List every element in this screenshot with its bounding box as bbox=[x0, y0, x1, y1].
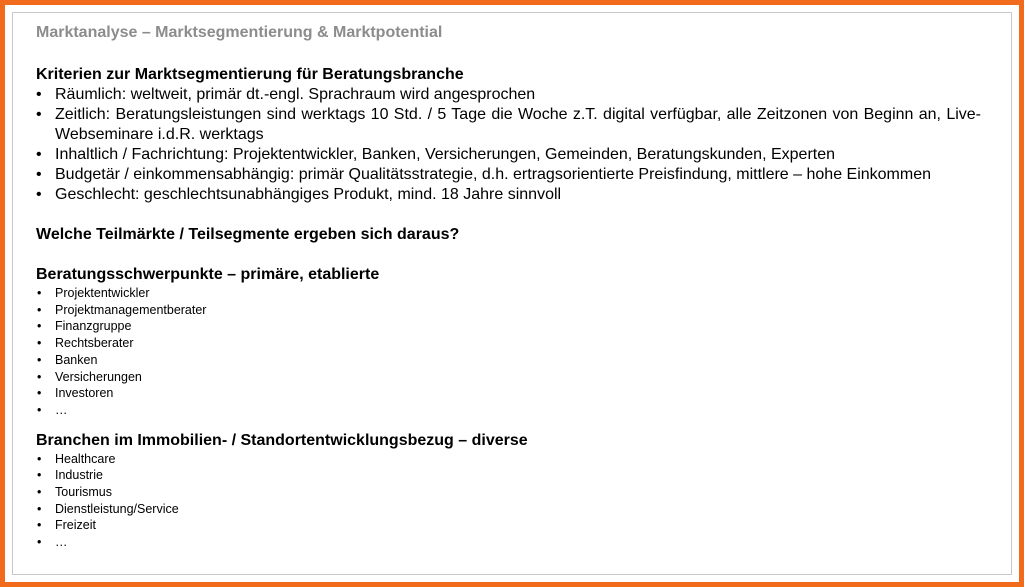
list-item: • … bbox=[36, 534, 981, 551]
list-item: • Healthcare bbox=[36, 451, 981, 468]
list-item: • Finanzgruppe bbox=[36, 318, 981, 335]
slide-title: Marktanalyse – Marktsegmentierung & Marktpotential bbox=[36, 24, 443, 41]
list-item: • Projektmanagementberater bbox=[36, 302, 981, 319]
criteria-item: • Geschlecht: geschlechtsunabhängiges Produkt, mind. 18 Jahre sinnvoll bbox=[36, 185, 981, 205]
list-item: • … bbox=[36, 402, 981, 419]
criteria-item: • Räumlich: weltweit, primär dt.-engl. Sprachraum wird angesprochen bbox=[36, 85, 981, 105]
list-item: • Freizeit bbox=[36, 517, 981, 534]
list-item: • Industrie bbox=[36, 467, 981, 484]
industries-list bbox=[36, 451, 981, 551]
list-item: • Investoren bbox=[36, 385, 981, 402]
criteria-heading: Kriterien zur Marktsegmentierung für Beratungsbranche bbox=[36, 66, 464, 83]
criteria-item: • Zeitlich: Beratungsleistungen sind werktags 10 Std. / 5 Tage die Woche z.T. digital verfügbar, alle Zeitzonen von Beginn an, Live-Webseminare i.d.R. werktags bbox=[36, 105, 981, 145]
consulting-list bbox=[36, 285, 981, 419]
list-item: • Rechtsberater bbox=[36, 335, 981, 352]
list-item: • Projektentwickler bbox=[36, 285, 981, 302]
criteria-list bbox=[36, 85, 981, 205]
question-heading: Welche Teilmärkte / Teilsegmente ergeben sich daraus? bbox=[36, 226, 460, 243]
list-item: • Banken bbox=[36, 352, 981, 369]
industries-heading: Branchen im Immobilien- / Standortentwicklungsbezug – diverse bbox=[36, 431, 528, 449]
consulting-heading: Beratungsschwerpunkte – primäre, etablierte bbox=[36, 266, 380, 283]
list-item: • Versicherungen bbox=[36, 369, 981, 386]
list-item: • Dienstleistung/Service bbox=[36, 501, 981, 518]
slide-content bbox=[36, 65, 981, 551]
list-item: • Tourismus bbox=[36, 484, 981, 501]
criteria-item: • Inhaltlich / Fachrichtung: Projektentwickler, Banken, Versicherungen, Gemeinden, Beratungskunden, Experten bbox=[36, 145, 981, 165]
criteria-item: • Budgetär / einkommensabhängig: primär Qualitätsstrategie, d.h. ertragsorientierte Preisfindung, mittlere – hohe Einkommen bbox=[36, 165, 981, 185]
